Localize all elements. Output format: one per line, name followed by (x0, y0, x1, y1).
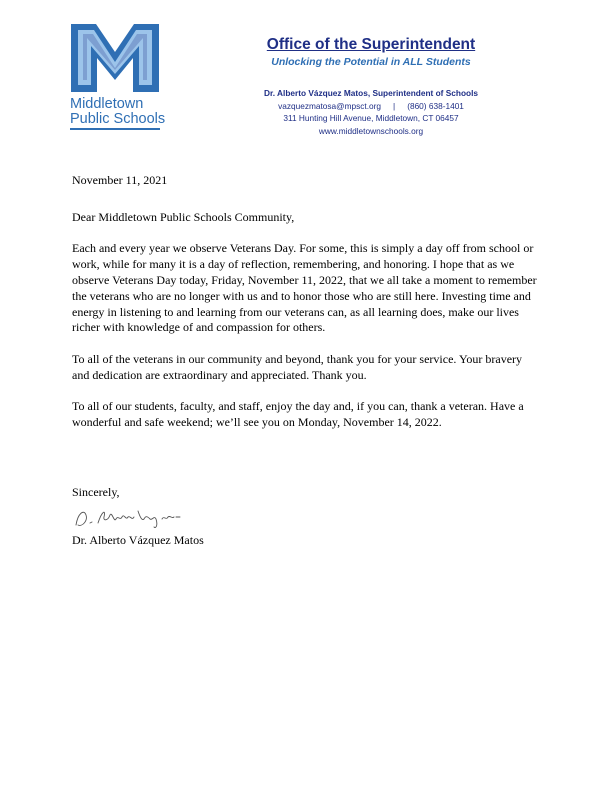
logo-underline (70, 128, 160, 130)
paragraph-3: To all of our students, faculty, and staff, enjoy the day and, if you can, thank a veteran. Have a wonderful and safe weekend; we’ll see you on Monday, November 14, 2022. (72, 399, 524, 430)
closing: Sincerely, (72, 485, 120, 499)
office-title: Office of the Superintendent (266, 36, 476, 53)
salutation: Dear Middletown Public Schools Community, (72, 209, 295, 224)
logo-text-middletown: Middletown (70, 96, 144, 112)
address: 311 Hunting Hill Avenue, Middletown, CT 06457 (283, 113, 459, 123)
phone-number: (860) 638-1401 (407, 100, 464, 111)
letter-body (72, 173, 542, 447)
email-link[interactable]: vazquezmatosa@mpsct.org (278, 100, 382, 111)
paragraph-2: To all of the veterans in our community and beyond, thank you for your service. Your bravery and dedication are extraordinary and appreciated. Thank you. (72, 351, 523, 382)
separator: | (393, 100, 396, 111)
letter-date: November 11, 2021 (72, 173, 168, 187)
contact-block (228, 87, 514, 137)
paragraph-1: Each and every year we observe Veterans Day. For some, this is simply a day off from school or work, while for many it is a day of reflection, remembering, and honoring. I hope that as we observe Veterans Day today, Friday, November 11, 2022, that we all take a moment to remember the veterans who are no longer with us and to honor those who are still here. Investing time and energy in listening to and learning from our veterans can, as all learning does, make our lives richer with knowledge of and compassion for others. (72, 241, 537, 335)
email-phone-line (228, 100, 514, 113)
logo-text-public-schools: Public Schools (70, 111, 166, 127)
signer-name: Dr. Alberto Vázquez Matos (72, 533, 204, 547)
tagline: Unlocking the Potential in ALL Students (271, 56, 471, 68)
handwritten-signature (72, 503, 184, 531)
district-logo (69, 22, 166, 132)
superintendent-name: Dr. Alberto Vázquez Matos, Superintendent of Schools (263, 88, 479, 98)
m-logo-icon (69, 22, 161, 94)
website-link[interactable]: www.middletownschools.org (318, 125, 424, 136)
letterhead (228, 36, 514, 137)
